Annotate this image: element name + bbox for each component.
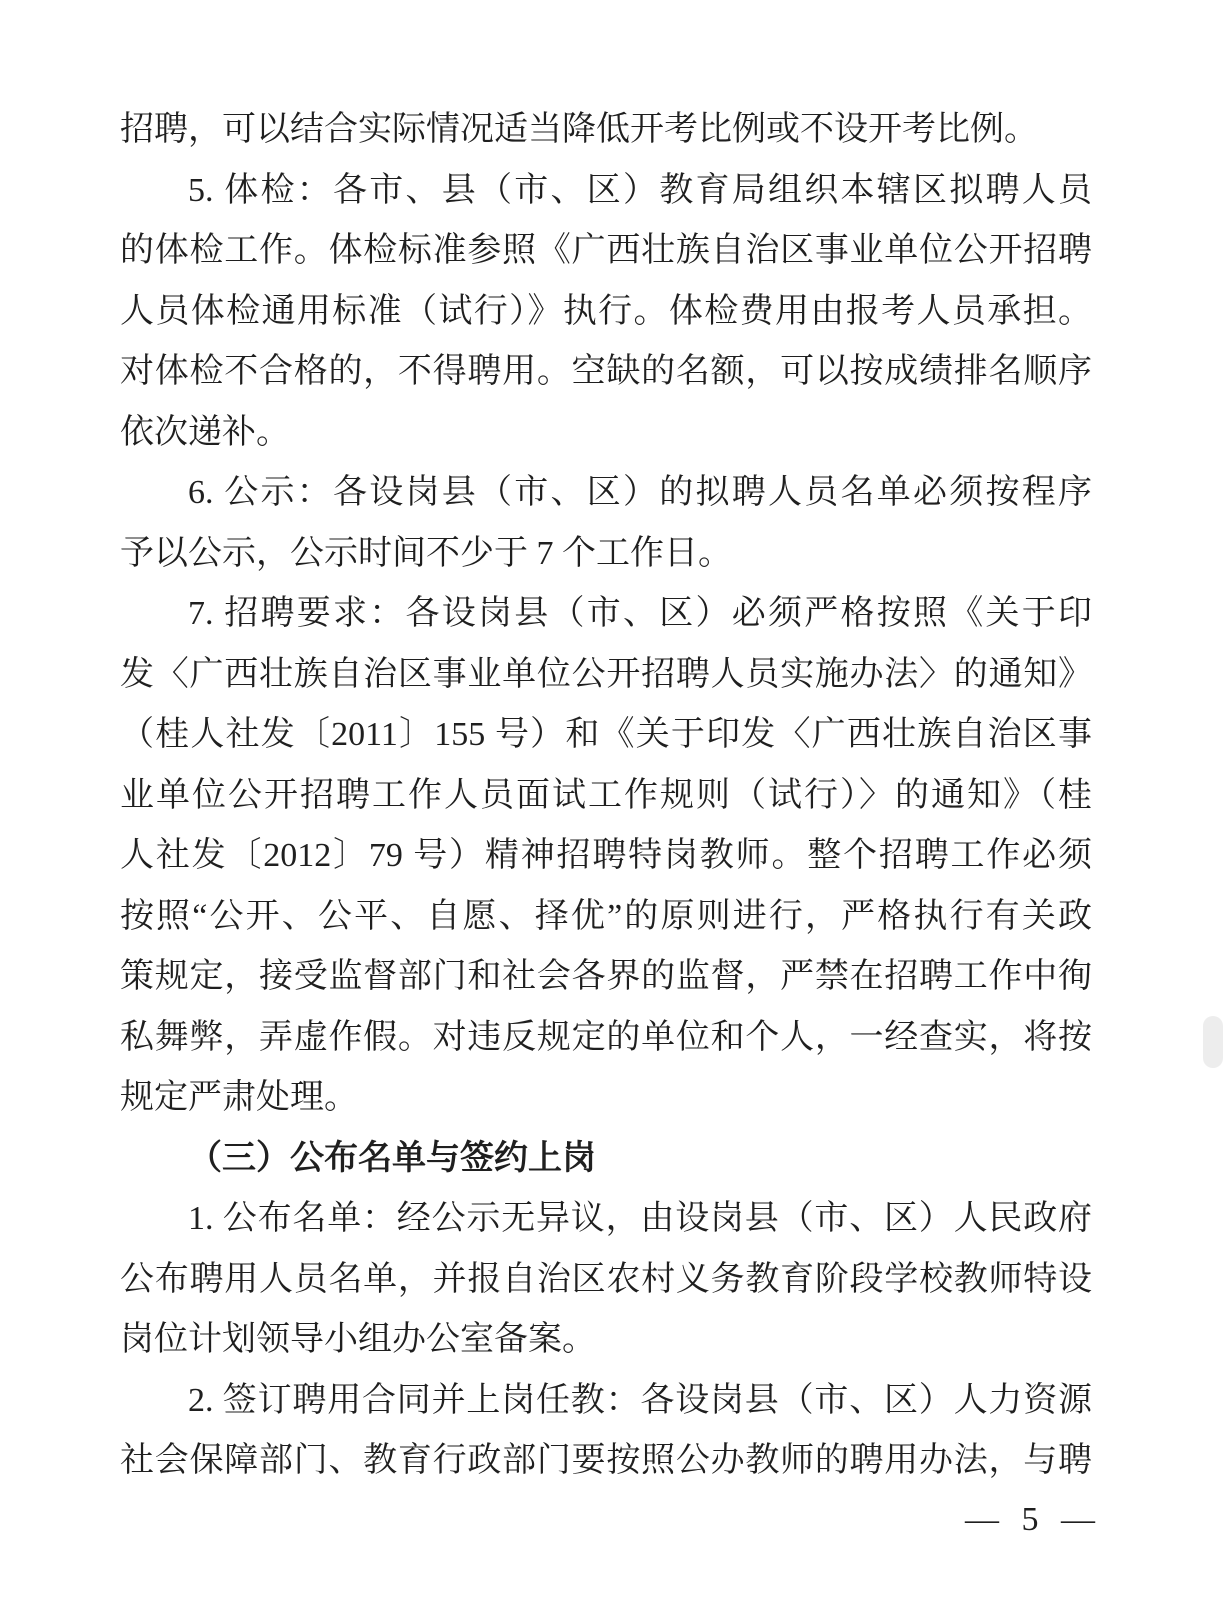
text-line: 2. 签订聘用合同并上岗任教：各设岗县（市、区）人力资源 — [188, 1381, 1092, 1419]
text-line: 人员体检通用标准（试行）》执行。体检费用由报考人员承担。 — [120, 292, 1092, 330]
heading-section-3-announce-and-sign — [120, 1129, 1092, 1190]
text-line: 招聘，可以结合实际情况适当降低开考比例或不设开考比例。 — [120, 111, 1038, 148]
document-body — [120, 100, 1092, 1492]
text-line: 发〈广西壮族自治区事业单位公开招聘人员实施办法〉的通知》 — [120, 655, 1092, 693]
text-line: 7. 招聘要求：各设岗县（市、区）必须严格按照《关于印 — [188, 595, 1092, 632]
text-line: （桂人社发〔2011〕155 号）和《关于印发〈广西壮族自治区事 — [120, 716, 1092, 753]
text-line: 业单位公开招聘工作人员面试工作规则（试行）〉的通知》（桂 — [120, 776, 1092, 814]
text-line: 规定严肃处理。 — [120, 1079, 358, 1116]
text-line: 5. 体检：各市、县（市、区）教育局组织本辖区拟聘人员 — [188, 171, 1092, 209]
page-number: — 5 — — [965, 1501, 1095, 1538]
para-item-7-recruitment-requirements — [120, 584, 1092, 1129]
para-item-2-sign-contract — [120, 1371, 1092, 1492]
para-item-1-announce-list — [120, 1189, 1092, 1371]
text-line: 6. 公示：各设岗县（市、区）的拟聘人员名单必须按程序 — [188, 474, 1092, 511]
text-line: 的体检工作。体检标准参照《广西壮族自治区事业单位公开招聘 — [120, 232, 1092, 269]
text-line: 岗位计划领导小组办公室备案。 — [120, 1321, 596, 1358]
para-item-6-public-notice — [120, 463, 1092, 584]
text-line: 对体检不合格的，不得聘用。空缺的名额，可以按成绩排名顺序 — [120, 353, 1092, 390]
text-line: 人社发〔2012〕79 号）精神招聘特岗教师。整个招聘工作必须 — [120, 837, 1092, 874]
text-line: 社会保障部门、教育行政部门要按照公办教师的聘用办法，与聘 — [120, 1442, 1092, 1479]
text-line: 策规定，接受监督部门和社会各界的监督，严禁在招聘工作中徇 — [120, 958, 1092, 995]
scrollbar-thumb[interactable] — [1203, 1016, 1223, 1068]
para-item-5-physical-exam — [120, 161, 1092, 464]
text-line: （三）公布名单与签约上岗 — [188, 1139, 596, 1177]
text-line: 予以公示，公示时间不少于 7 个工作日。 — [120, 534, 732, 572]
text-line: 按照“公开、公平、自愿、择优”的原则进行，严格执行有关政 — [120, 897, 1092, 935]
text-line: 依次递补。 — [120, 413, 290, 451]
text-line: 1. 公布名单：经公示无异议，由设岗县（市、区）人民政府 — [188, 1200, 1092, 1237]
text-line: 公布聘用人员名单，并报自治区农村义务教育阶段学校教师特设 — [120, 1260, 1092, 1298]
text-line: 私舞弊，弄虚作假。对违反规定的单位和个人，一经查实，将按 — [120, 1018, 1092, 1056]
para-open-ratio-continuation — [120, 100, 1092, 161]
